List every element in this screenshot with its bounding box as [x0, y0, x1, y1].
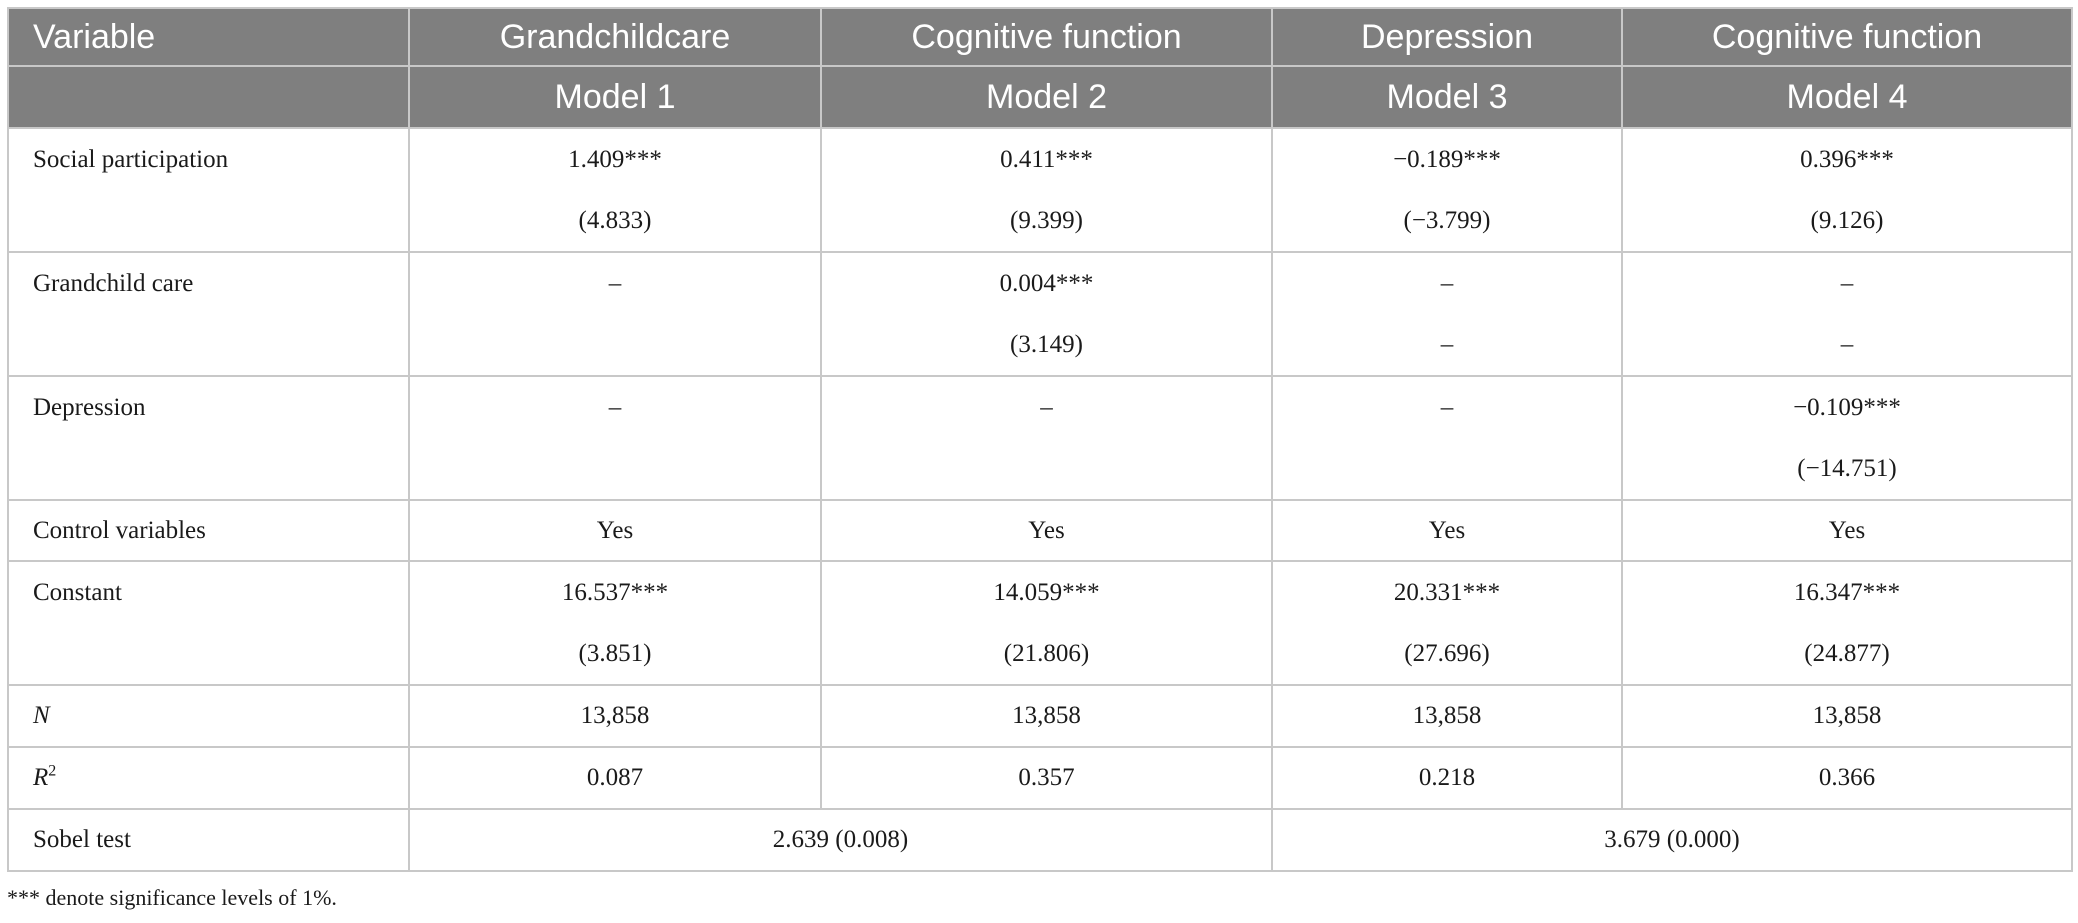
header-model-3: Model 3 — [1272, 66, 1622, 128]
row-social-participation — [8, 128, 2072, 252]
cell-model-4: −0.109*** (−14.751) — [1622, 376, 2072, 500]
row-sobel-test — [8, 809, 2072, 871]
cell-model-3: – – — [1272, 252, 1622, 376]
cell-sobel-models-3-4: 3.679 (0.000) — [1272, 809, 2072, 871]
cell-model-1: 1.409*** (4.833) — [409, 128, 821, 252]
header-empty — [8, 66, 409, 128]
cell-model-1: – — [409, 252, 821, 376]
cell-model-3: – — [1272, 376, 1622, 500]
cell-model-3: 0.218 — [1272, 747, 1622, 809]
cell-model-3: 13,858 — [1272, 685, 1622, 747]
cell-model-3: −0.189*** (−3.799) — [1272, 128, 1622, 252]
cell-model-3: 20.331*** (27.696) — [1272, 561, 1622, 685]
cell-model-1: 0.087 — [409, 747, 821, 809]
table-header — [8, 8, 2072, 128]
row-r-squared — [8, 747, 2072, 809]
cell-model-2: 0.411*** (9.399) — [821, 128, 1272, 252]
cell-model-1: – — [409, 376, 821, 500]
header-row-models — [8, 66, 2072, 128]
cell-model-1: Yes — [409, 500, 821, 561]
cell-model-2: 13,858 — [821, 685, 1272, 747]
header-model-2: Model 2 — [821, 66, 1272, 128]
cell-model-4: 16.347*** (24.877) — [1622, 561, 2072, 685]
header-model-1: Model 1 — [409, 66, 821, 128]
row-label: Depression — [8, 376, 409, 500]
cell-model-2: 14.059*** (21.806) — [821, 561, 1272, 685]
table-footnote: *** denote significance levels of 1%. — [7, 885, 337, 910]
row-n — [8, 685, 2072, 747]
cell-model-1: 13,858 — [409, 685, 821, 747]
cell-model-1: 16.537*** (3.851) — [409, 561, 821, 685]
cell-model-4: 0.396*** (9.126) — [1622, 128, 2072, 252]
cell-model-4: 13,858 — [1622, 685, 2072, 747]
row-constant — [8, 561, 2072, 685]
cell-model-2: Yes — [821, 500, 1272, 561]
header-cognitive-function-1: Cognitive function — [821, 8, 1272, 66]
results-table — [7, 7, 2073, 872]
cell-sobel-models-1-2: 2.639 (0.008) — [409, 809, 1272, 871]
row-control-variables — [8, 500, 2072, 561]
row-label: Social participation — [8, 128, 409, 252]
cell-model-2: 0.357 — [821, 747, 1272, 809]
header-row-variables — [8, 8, 2072, 66]
cell-model-2: – — [821, 376, 1272, 500]
cell-model-4: – – — [1622, 252, 2072, 376]
cell-model-4: 0.366 — [1622, 747, 2072, 809]
cell-model-4: Yes — [1622, 500, 2072, 561]
cell-model-2: 0.004*** (3.149) — [821, 252, 1272, 376]
header-model-4: Model 4 — [1622, 66, 2072, 128]
header-cognitive-function-2: Cognitive function — [1622, 8, 2072, 66]
row-label: Grandchild care — [8, 252, 409, 376]
row-depression — [8, 376, 2072, 500]
row-label: $R^2$ — [8, 747, 409, 809]
header-grandchildcare: Grandchildcare — [409, 8, 821, 66]
header-depression: Depression — [1272, 8, 1622, 66]
row-grandchild-care — [8, 252, 2072, 376]
row-label: Constant — [8, 561, 409, 685]
row-label: Sobel test — [8, 809, 409, 871]
row-label: Control variables — [8, 500, 409, 561]
cell-model-3: Yes — [1272, 500, 1622, 561]
header-variable: Variable — [8, 8, 409, 66]
row-label: N — [8, 685, 409, 747]
